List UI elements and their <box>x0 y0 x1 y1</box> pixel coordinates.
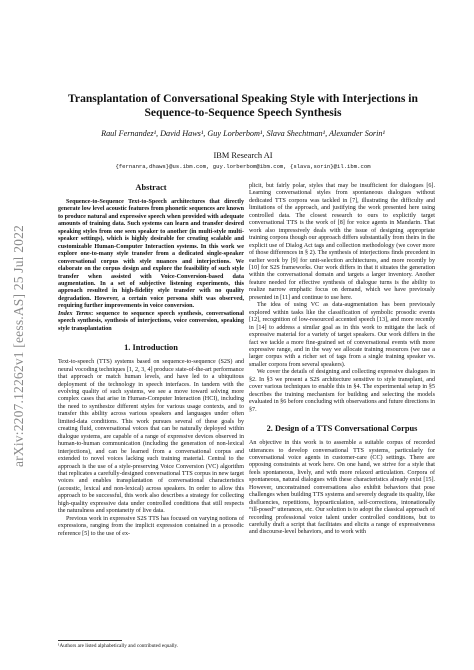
intro-paragraph-2: Previous work in expressive S2S TTS has focused on varying notions of expressions, ranging from the implicit expression contained in a prosodic reference [5] to the use of ex- <box>58 515 244 537</box>
abstract-text <box>58 199 244 333</box>
left-column <box>58 183 244 538</box>
right-column <box>249 183 435 537</box>
intro-paragraph-1: Text-to-speech (TTS) systems based on sequence-to-sequence (S2S) and neural vocoding techniques [1, 2, 3, 4] produce state-of-the-art performance that approach or match human levels, and have led to a ubiquitous deployment of the technology in speech interfaces. In tandem with the evolving quality of such systems, we see a move toward solving more complex cases that arise in Human-Computer Interaction (HCI), including the need to synthesize different styles for various usage contexts, and to transfer this ability across various speakers and languages under often limited-data conditions. This work pursues several of these goals by creating fluid, conversational voices that can be naturally deployed within dialogue systems, are capable of a range of expressive devices observed in human-to-human communication (including the generation of non-lexical interjections), and can be learned from a conversational corpus and extended to novel voices lacking such training material. Central to the approach is the use of a style-preserving Voice Conversion (VC) algorithm that replicates a carefully-designed conversational TTS corpus in new target voices and enables transplantation of conversational characteristics (acoustic, lexical and non-lexical) across speakers. In order to allow this approach to be successful, this work also describes a strategy for collecting high-quality expressive data under controlled conditions that still respects the naturalness and spontaneity of live data. <box>58 359 244 515</box>
footnote <box>58 640 244 649</box>
affiliation: IBM Research AI <box>213 151 273 160</box>
arxiv-stamp <box>8 225 30 467</box>
intro-paragraph-4: The idea of using VC as data-augmentation has been previously explored within tasks like the classification of symbolic prosodic events [12], recognition of low-resourced accented speech [13], and more recently in [14] to address a similar goal as in this work to mitigate the lack of expressive material for a variety of target speakers. Our work differs in the fact we tackle a more fine-grained set of conversational events with more expressive range, and in the way we allocate training resources (we use a larger corpus with a richer set of tags from a single training speaker vs. smaller corpora from several speakers). <box>249 302 435 368</box>
footnote-text: ¹Authors are listed alphabetically and contributed equally. <box>58 643 179 649</box>
section-2-heading: 2. Design of a TTS Conversational Corpus <box>266 424 418 434</box>
section-2-paragraph-1: An objective in this work is to assemble a suitable corpus of recorded utterances to develop conversational TTS systems, particularly for conversational voice agents in customer-care (CC) settings. There are opposing constraints at work here. On one hand, we strive for a style that feels spontaneous, lively, and with more relaxed articulation. Corpora of spontaneous, natural dialogues with these characteristics already exist [15]. However, unconstrained conversations also exhibit behaviors that pose challenges when building TTS systems and severely degrade its quality, like disfluencies, repetitions, hypoarticulation, self-corrections, intonationally “ill-posed” utterances, etc. Our solution is to adopt the classical approach of recording professional voice talent under controlled conditions, but to carefully draft a script that facilitates and elicits a range of expressiveness and discourse-level behaviors, and to work with <box>249 440 435 536</box>
intro-paragraph-3: plicit, but fairly polar, styles that may be insufficient for dialogues [6]. Learning conversational styles from spontaneous dialogues without dedicated TTS corpora was tackled in [7], illustrating the difficulty and limitations of the approach, and justifying the work presented here using controlled data. The closest research to ours to explicitly target conversational TTS is the work of [8] for voice agents in Mandarin. That work also impressively deals with the issue of designing appropriate training corpora though our approach differs substantially from theirs in the explicit use of Dialog Act tags and collection methodology (we cover more of those differences in § 2). The synthesis of interjections finds precedent in earlier work by [9] for unit-selection architectures, and more recently by [10] for S2S frameworks. Our work differs in that it situates the generation within the conversational domain and targets a larger inventory. Another feature needed for effective synthesis of dialogue turns is the ability to realize narrow emphatic focus on demand, which we have previously presented in [11] and continue to use here. <box>249 183 435 301</box>
author-list: Raul Fernandez¹, David Haws¹, Guy Lorberbom¹, Slava Shechtman¹, Alexander Sorin¹ <box>101 129 385 138</box>
abstract-section <box>58 183 244 333</box>
index-terms: : sequence to sequence speech synthesis, conversational speech synthesis, synthesis of interjections, voice conversion, speaking style transplantation <box>58 310 245 332</box>
introduction-heading: 1. Introduction <box>124 343 178 353</box>
introduction-section <box>58 343 244 538</box>
footnote-rule <box>58 640 122 641</box>
author-emails: {fernanra,dhaws}@us.ibm.com, guy.lorberbom@ibm.com, {slava,sorin}@il.ibm.com <box>115 163 371 170</box>
paper-title: Transplantation of Conversational Speaking Style with Interjections in Sequence-to-Sequence Speech Synthesis <box>68 92 418 119</box>
abstract-body: Sequence-to-Sequence Text-to-Speech architectures that directly generate low level acoustic features from phonetic sequences are known to produce natural and expressive speech when provided with adequate amounts of training data. Such systems can learn and transfer desired speaking styles from one seen speaker to another (in multi-style multi-speaker settings), which is highly desirable for creating scalable and customizable Human-Computer Interaction systems. In this work we explore one-to-many style transfer from a dedicated single-speaker conversational corpus with style nuances and interjections. We elaborate on the corpus design and explore the feasibility of such style transfer when assisted with Voice-Conversion-based data augmentation. In a set of subjective listening experiments, this approach resulted in high-fidelity style transfer with no quality degradation. However, a certain voice persona shift was observed, requiring further improvements in voice conversion. <box>58 199 244 310</box>
arxiv-id: arXiv:2207.12262v1 [eess.AS] 25 Jul 2022 <box>11 225 26 467</box>
abstract-heading: Abstract <box>135 183 167 192</box>
intro-paragraph-5: We cover the details of designing and collecting expressive dialogues in §2. In §3 we present a S2S architecture sensitive to style transplant, and cover various techniques to enable this in §4. The experimental setup in §5 describes the training mechanism for building and selecting the models evaluated in §6 before concluding with observations and future directions in §7. <box>249 369 435 413</box>
index-terms-label: Index Terms <box>58 310 92 317</box>
